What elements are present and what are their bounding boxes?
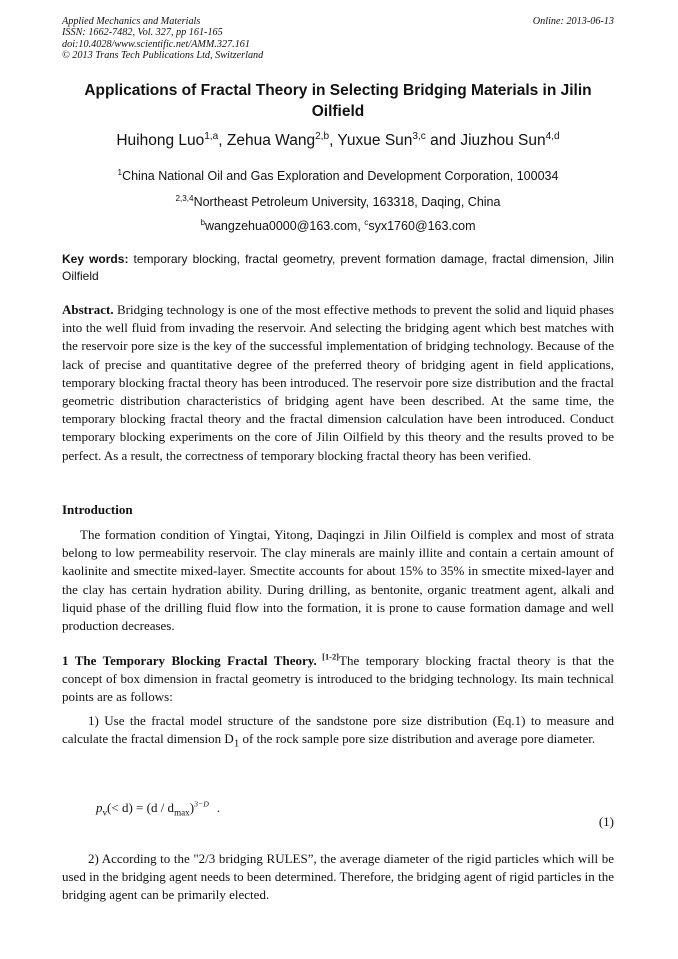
point-1-text: 1) Use the fractal model structure of the sandstone pore size distribution (Eq.1) to measure and calculate the fractal dimension D — [62, 713, 614, 747]
point-1-paragraph — [62, 712, 614, 753]
abstract-label: Abstract. — [62, 302, 114, 317]
affiliation-mark: 1 — [117, 167, 123, 177]
paper-title: Applications of Fractal Theory in Selecting Bridging Materials in Jilin Oilfield — [84, 82, 592, 120]
author-emails — [62, 219, 614, 233]
affiliation-text: China National Oil and Gas Exploration and Development Corporation, 100034 — [122, 169, 559, 183]
point-1-text-end: of the rock sample pore size distribution and average pore diameter. — [239, 731, 596, 747]
equation-symbol: p — [96, 800, 103, 815]
subscript: 1 — [233, 737, 240, 750]
author-name: Jiuzhou Sun — [460, 132, 546, 149]
author-affiliation-mark: 1,a — [204, 130, 219, 142]
citation-ref[interactable]: [1-2] — [316, 651, 339, 662]
section-1-paragraph — [62, 652, 614, 707]
section-heading-introduction: Introduction — [62, 502, 133, 517]
author-separator: , — [218, 132, 227, 149]
affiliation-text: Northeast Petroleum University, 163318, Daqing, China — [193, 195, 501, 209]
equation-period: . — [216, 800, 221, 815]
equation-1 — [96, 800, 220, 818]
doi-line: doi:10.4028/www.scientific.net/AMM.327.161 — [62, 38, 250, 50]
equation-exponent: 3−D — [194, 799, 209, 809]
author-separator: and — [425, 132, 461, 149]
affiliation-2 — [62, 195, 614, 209]
email-address[interactable]: wangzehua0000@163.com, — [204, 219, 365, 233]
affiliation-mark: 2,3,4 — [175, 193, 194, 203]
equation-subscript: max — [174, 807, 190, 818]
affiliation-1 — [62, 169, 614, 183]
author-list — [62, 132, 614, 150]
keywords — [62, 251, 614, 285]
email-mark: c — [364, 217, 369, 227]
email-mark: b — [200, 217, 205, 227]
equation-number: (1) — [598, 814, 614, 829]
abstract — [62, 301, 614, 465]
author-affiliation-mark: 4,d — [545, 130, 560, 142]
equation-body: (< d) = (d / d — [107, 800, 175, 815]
introduction-paragraph: The formation condition of Yingtai, Yitong, Daqingzi in Jilin Oilfield is complex and most of strata belong to low permeability reservoir. The clay minerals are mainly illite and contain a certain amount of kaolinite and smectite mixed-layer. Smectite accounts for about 15% to 35% in smectite mixed-layer and the clay has certain hydration ability. During drilling, as bentonite, organic treatment agent, alkali and liquid phase of the drilling fluid flow into the formation, it is prone to cause formation damage and well production decreases. — [62, 527, 614, 634]
author-affiliation-mark: 3,c — [412, 130, 426, 142]
running-header — [62, 16, 614, 61]
email-address[interactable]: syx1760@163.com — [368, 219, 476, 233]
keywords-text: temporary blocking, fractal geometry, prevent formation damage, fractal dimension, Jilin Oilfield — [62, 252, 614, 283]
author-name: Huihong Luo — [116, 132, 205, 149]
abstract-text: Bridging technology is one of the most effective methods to prevent the solid and liquid phases into the well fluid from invading the reservoir. And selecting the bridging agent which best matches with the reservoir pore size is the key of the successful implementation of bridging technology. Because of the lack of precise and quantitative degree of the preferred theory of bridging agent in field applications, temporary blocking fractal theory has been introduced. The reservoir pore size distribution and the fractal geometric distribution characteristics of bridging agent have been described. At the same time, the temporary blocking fractal theory and the fractal dimension calculation have been introduced. Conduct temporary blocking experiments on the core of Jilin Oilfield by this theory and the results proved to be perfect. As a result, the correctness of temporary blocking fractal theory has been verified. — [62, 302, 614, 463]
issn-line: ISSN: 1662-7482, Vol. 327, pp 161-165 — [62, 27, 223, 39]
journal-name: Applied Mechanics and Materials — [62, 16, 201, 27]
online-date: Online: 2013-06-13 — [532, 16, 614, 27]
copyright-line: © 2013 Trans Tech Publications Ltd, Switzerland — [62, 49, 264, 61]
equation-subscript: v — [102, 807, 108, 818]
point-2-paragraph: 2) According to the "2/3 bridging RULES”, the average diameter of the rigid particles which will be used in the bridging agent needs to been determined. Therefore, the bridging agent of rigid particles in the bridging agent can be primarily elected. — [62, 851, 614, 903]
author-name: Zehua Wang — [226, 132, 316, 149]
keywords-label: Key words: — [62, 252, 129, 266]
section-1-text: The temporary blocking fractal theory is that the concept of box dimension in fractal geometry is introduced to the bridging technology. Its main technical points are as follows: — [62, 653, 614, 705]
author-name: Yuxue Sun — [337, 132, 413, 149]
author-affiliation-mark: 2,b — [315, 130, 330, 142]
author-separator: , — [329, 132, 338, 149]
equation-body: ) — [189, 800, 195, 815]
section-heading-1: 1 The Temporary Blocking Fractal Theory. — [62, 653, 317, 668]
